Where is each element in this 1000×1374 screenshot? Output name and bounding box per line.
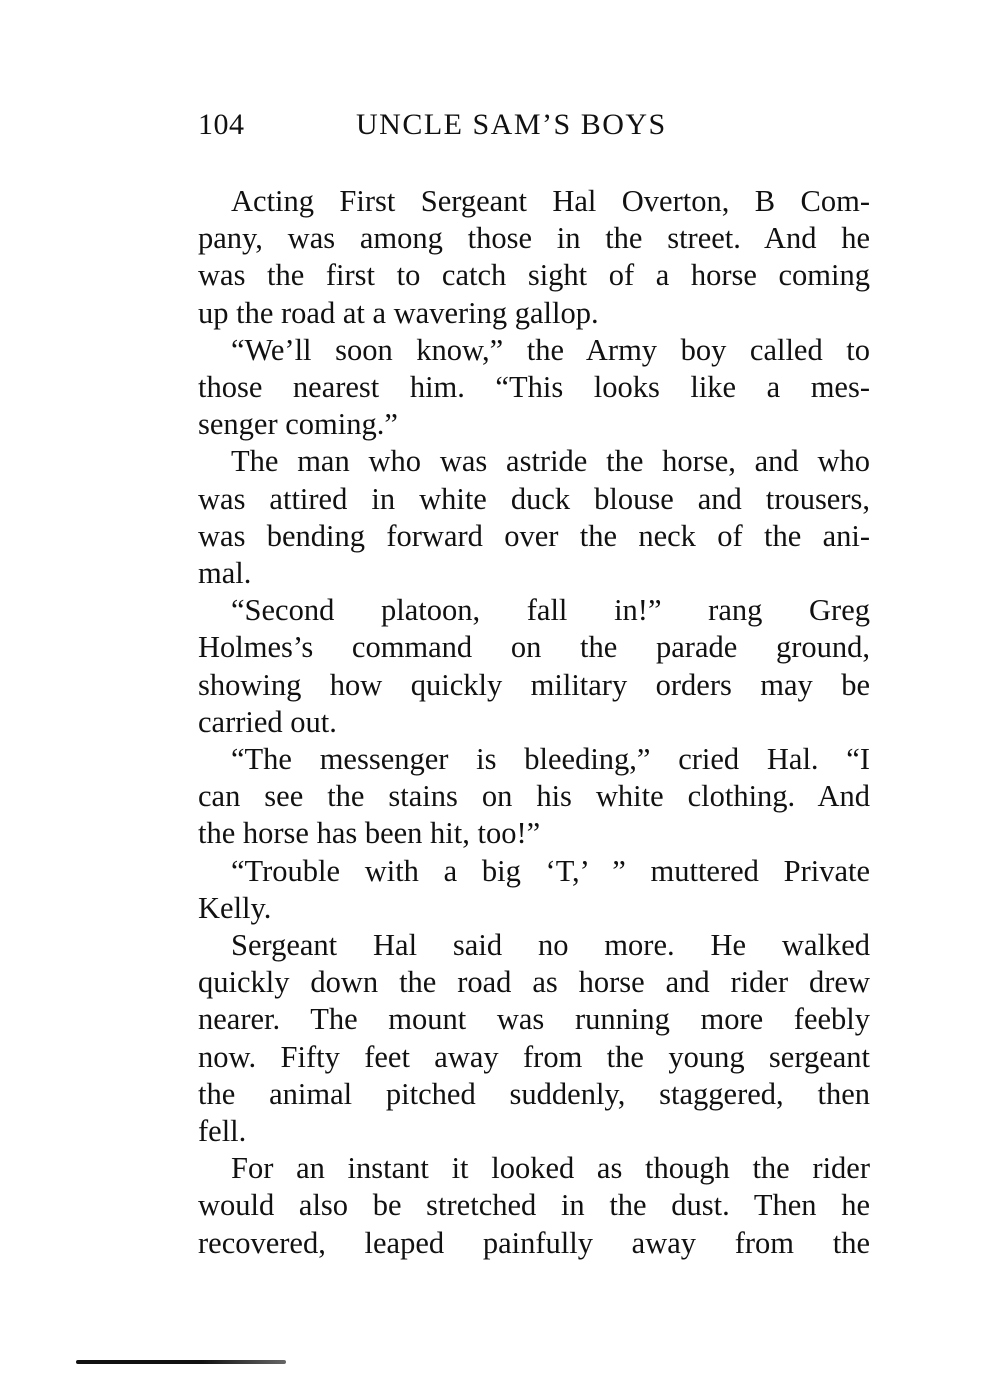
text-line: “We’ll soon know,” the Army boy called to bbox=[231, 332, 870, 367]
text-line: the horse has been hit, too!” bbox=[198, 816, 541, 851]
text-line: The man who was astride the horse, and who bbox=[231, 444, 870, 479]
text-line: Sergeant Hal said no more. He walked bbox=[231, 928, 870, 963]
text-line: Acting First Sergeant Hal Overton, B Com- bbox=[231, 184, 870, 218]
text-line: pany, was among those in the street. And he bbox=[198, 221, 870, 256]
text-line: up the road at a wavering gallop. bbox=[198, 295, 599, 330]
text-line: fell. bbox=[198, 1114, 247, 1149]
text-line: “Second platoon, fall in!” rang Greg bbox=[231, 593, 870, 628]
text-line: mal. bbox=[198, 556, 252, 591]
text-line: those nearest him. “This looks like a mes- bbox=[198, 370, 870, 405]
text-line: carried out. bbox=[198, 704, 337, 739]
text-line: now. Fifty feet away from the young sergeant bbox=[198, 1039, 870, 1074]
text-line: quickly down the road as horse and rider drew bbox=[198, 965, 870, 1000]
text-line: would also be stretched in the dust. Then he bbox=[198, 1188, 870, 1223]
text-line: was bending forward over the neck of the ani- bbox=[198, 518, 870, 553]
text-line: “Trouble with a big ‘T,’ ” muttered Private bbox=[231, 853, 870, 888]
paragraph bbox=[198, 1150, 870, 1262]
paragraph bbox=[198, 332, 870, 444]
text-line: can see the stains on his white clothing. And bbox=[198, 779, 870, 814]
page-header bbox=[198, 108, 870, 148]
paragraph bbox=[198, 927, 870, 1150]
paragraph bbox=[198, 183, 870, 332]
text-line: Holmes’s command on the parade ground, bbox=[198, 630, 870, 665]
page-number: 104 bbox=[198, 108, 245, 141]
text-line: senger coming.” bbox=[198, 407, 398, 442]
text-line: “The messenger is bleeding,” cried Hal. “I bbox=[231, 742, 870, 777]
body-text bbox=[198, 183, 870, 1262]
paragraph bbox=[198, 443, 870, 592]
footer-rule bbox=[76, 1360, 286, 1364]
running-head: UNCLE SAM’S BOYS bbox=[356, 108, 667, 141]
text-line: showing how quickly military orders may be bbox=[198, 667, 870, 702]
text-line: recovered, leaped painfully away from the bbox=[198, 1225, 870, 1260]
paragraph bbox=[198, 592, 870, 741]
text-line: For an instant it looked as though the rider bbox=[231, 1151, 870, 1186]
text-line: was the first to catch sight of a horse coming bbox=[198, 258, 870, 293]
paragraph bbox=[198, 853, 870, 927]
text-line: was attired in white duck blouse and trousers, bbox=[198, 481, 870, 516]
text-line: nearer. The mount was running more feebly bbox=[198, 1002, 870, 1037]
text-line: Kelly. bbox=[198, 890, 272, 925]
paragraph bbox=[198, 741, 870, 853]
text-line: the animal pitched suddenly, staggered, then bbox=[198, 1076, 870, 1111]
